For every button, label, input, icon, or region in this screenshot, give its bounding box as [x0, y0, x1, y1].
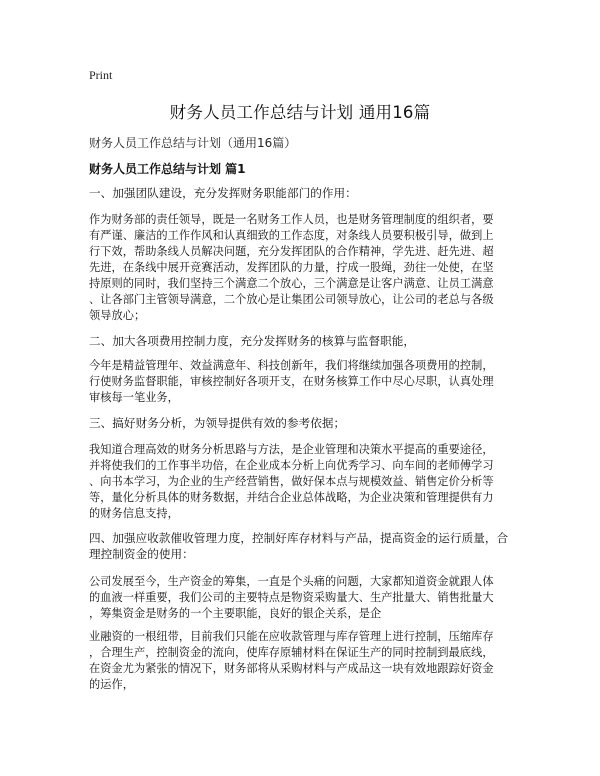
paragraph-team-building — [89, 212, 515, 324]
paragraph-line: 今年是精益管理年、效益满意年、科技创新年，我们将继续加强各项费用的控制， — [89, 359, 494, 372]
heading-team-building — [89, 185, 515, 201]
heading-line: 理控制资金的使用： — [89, 547, 194, 561]
paragraph-line: 先进，在条线中展开竞赛活动，发挥团队的力量，拧成一股绳，劲往一处使，在坚 — [89, 261, 494, 274]
paragraph-line: 审核每一笔业务， — [89, 391, 179, 404]
paragraph-line: 我知道合理高效的财务分析思路与方法，是企业管理和决策水平提高的重要途径， — [89, 443, 494, 456]
paragraph-line: 业融资的一根纽带，目前我们只能在应收款管理与库存管理上进行控制，压缩库存 — [89, 630, 494, 643]
paragraph-line: 持原则的同时，我们坚持三个满意二个放心，三个满意是让客户满意、让员工满意 — [89, 277, 494, 290]
paragraph-line: 有严谨、廉洁的工作作风和认真细致的工作态度，对条线人员要积极引导，做到上 — [89, 229, 494, 242]
heading-line: 一、加强团队建设，充分发挥财务职能部门的作用： — [89, 186, 357, 200]
paragraph-financing — [89, 629, 515, 693]
heading-line: 三、搞好财务分析，为领导提供有效的参考依据； — [89, 416, 346, 430]
paragraph-line: 领导放心； — [89, 309, 146, 322]
paragraph-line: 、让各部门主管领导满意，二个放心是让集团公司领导放心，让公司的老总与各级 — [89, 293, 494, 306]
print-label[interactable]: Print — [89, 68, 113, 82]
paragraph-line: 作为财务部的责任领导，既是一名财务工作人员，也是财务管理制度的组织者，要 — [89, 213, 494, 226]
paragraph-line: 等，量化分析具体的财务数据，并结合企业总体战略，为企业决策和管理提供有力 — [89, 491, 494, 504]
paragraph-financial-analysis — [89, 442, 515, 522]
heading-cost-control — [89, 333, 515, 349]
paragraph-line: ，筹集资金是财务的一个主要职能，良好的银企关系，是企 — [89, 607, 382, 620]
heading-line: 二、加大各项费用控制力度，充分发挥财务的核算与监督职能， — [89, 334, 416, 348]
document-title: 财务人员工作总结与计划 通用16篇 — [169, 103, 431, 122]
paragraph-cost-control — [89, 358, 515, 406]
paragraph-line: 公司发展至今，生产资金的筹集，一直是个头痛的问题，大家都知道资金就跟人体 — [89, 575, 494, 588]
heading-financial-analysis — [89, 415, 515, 431]
heading-line: 四、加强应收款催收管理力度，控制好库存材料与产品，提高资金的运行质量，合 — [89, 531, 509, 545]
paragraph-line: 在资金尤为紧张的情况下，财务部将从采购材料与产成品这一块有效地跟踪好资金 — [89, 662, 494, 675]
document-subtitle: 财务人员工作总结与计划（通用16篇） — [89, 136, 297, 150]
paragraph-line: 的血液一样重要，我们公司的主要特点是物资采购量大、生产批量大、销售批量大 — [89, 591, 494, 604]
heading-receivables — [89, 530, 515, 562]
section-heading: 财务人员工作总结与计划 篇1 — [89, 162, 246, 176]
paragraph-line: 并将使我们的工作事半功倍，在企业成本分析上向优秀学习、向车间的老师傅学习 — [89, 459, 494, 472]
paragraph-funding — [89, 574, 515, 622]
paragraph-line: 行使财务监督职能，审核控制好各项开支，在财务核算工作中尽心尽职，认真处理 — [89, 375, 494, 388]
paragraph-line: 的运作， — [89, 678, 134, 691]
paragraph-line: 行下效，帮助条线人员解决问题，充分发挥团队的合作精神，学先进、赶先进、超 — [89, 245, 494, 258]
paragraph-line: 、向书本学习，为企业的生产经营销售，做好保本点与规模效益、销售定价分析等 — [89, 475, 494, 488]
paragraph-line: ，合理生产，控制资金的流向，使库存原辅材料在保证生产的同时控制到最底线， — [89, 646, 494, 659]
paragraph-line: 的财务信息支持， — [89, 507, 179, 520]
